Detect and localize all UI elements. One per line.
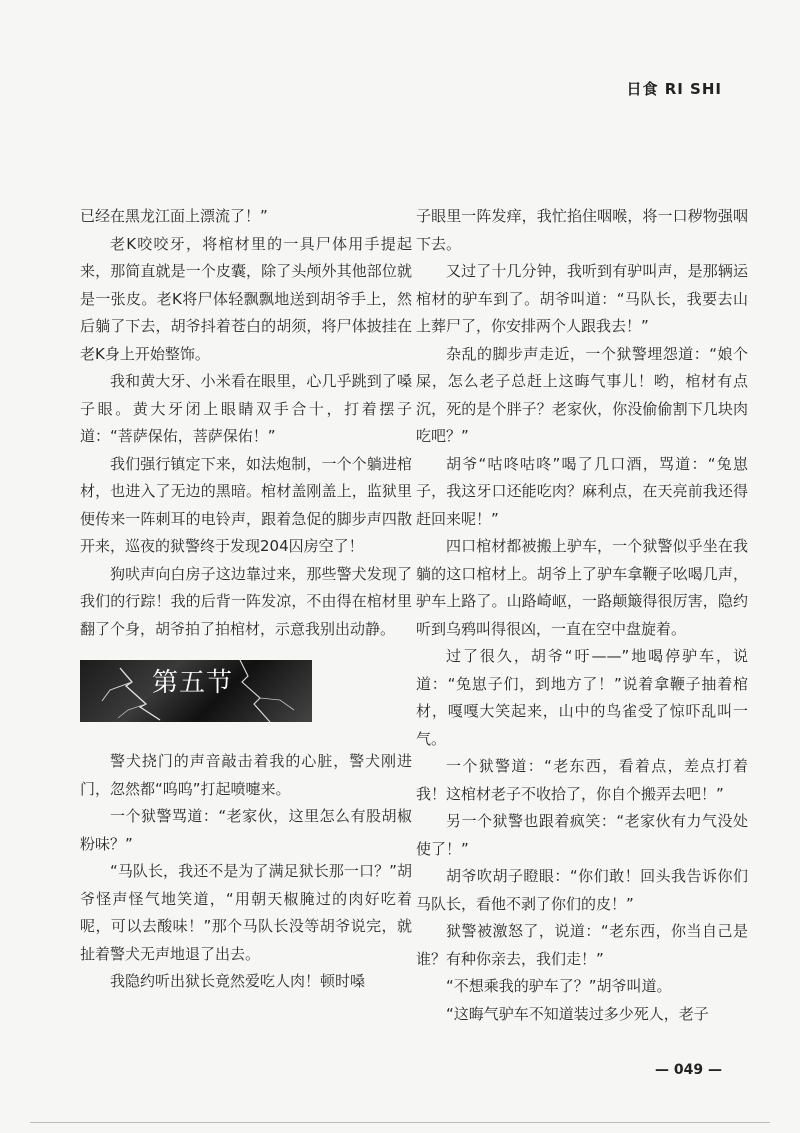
paragraph: 我隐约听出狱长竟然爱吃人肉！顿时嗓 bbox=[110, 972, 366, 990]
paragraph: 另一个狱警也跟着疯笑：“老家伙有力气没处使了！” bbox=[416, 812, 748, 858]
bottom-rule bbox=[30, 1122, 770, 1123]
paragraph: 狗吠声向白房子这边靠过来，那些警犬发现了我们的行踪！我的后背一阵发凉，不由得在棺材里翻了个身，胡爷拍了拍棺材，示意我别出动静。 bbox=[80, 564, 412, 638]
paragraph: “马队长，我还不是为了满足狱长那一口？”胡爷怪声怪气地笑道，“用朝天椒腌过的肉好吃着呢，可以去酸味！”那个马队长没等胡爷说完，就扯着警犬无声地退了出去。 bbox=[80, 862, 412, 963]
paragraph: 一个狱警道：“老东西，看着点，差点打着我！这棺材老子不收拾了，你自个搬弄去吧！” bbox=[416, 757, 748, 803]
paragraph: 一个狱警骂道：“老家伙，这里怎么有股胡椒粉味？” bbox=[80, 807, 412, 853]
paragraph: 胡爷吹胡子瞪眼：“你们敢！回头我告诉你们马队长，看他不剥了你们的皮！” bbox=[416, 867, 748, 913]
paragraph: 我们强行镇定下来，如法炮制，一个个躺进棺材，也进入了无边的黑暗。棺材盖刚盖上，监狱里便传来一阵刺耳的电铃声，跟着急促的脚步声四散开来，巡夜的狱警终于发现204囚房空了！ bbox=[80, 454, 412, 555]
paragraph: 杂乱的脚步声走近，一个狱警埋怨道：“娘个屎，怎么老子总赶上这晦气事儿！哟，棺材有点沉，死的是个胖子？老家伙，你没偷偷割下几块肉吃吧？” bbox=[416, 344, 748, 445]
paragraph: 四口棺材都被搬上驴车，一个狱警似乎坐在我躺的这口棺材上。胡爷上了驴车拿鞭子吆喝几声，驴车上路了。山路崎岖，一路颠簸得很厉害，隐约听到乌鸦叫得很凶，一直在空中盘旋着。 bbox=[416, 537, 748, 638]
paragraph: 警犬挠门的声音敲击着我的心脏，警犬刚进门，忽然都“呜呜”打起喷嚏来。 bbox=[80, 752, 412, 798]
right-column bbox=[416, 203, 748, 1028]
paragraph: 过了很久，胡爷“吁——”地喝停驴车，说道：“兔崽子们，到地方了！”说着拿鞭子抽着棺材，嘎嘎大笑起来，山中的鸟雀受了惊吓乱叫一气。 bbox=[416, 647, 748, 748]
paragraph: “不想乘我的驴车了？”胡爷叫道。 bbox=[446, 977, 672, 995]
paragraph: 我和黄大牙、小米看在眼里，心几乎跳到了嗓子眼。黄大牙闭上眼睛双手合十，打着摆子道：“菩萨保佑，菩萨保佑！” bbox=[80, 372, 412, 445]
magazine-header: 日食 RI SHI bbox=[626, 80, 722, 98]
paragraph: 已经在黑龙江面上漂流了！” bbox=[80, 207, 268, 225]
paragraph: 狱警被激怒了，说道：“老东西，你当自己是谁？有种你亲去，我们走！” bbox=[416, 922, 748, 968]
page-number: — 049 — bbox=[655, 1062, 722, 1078]
paragraph: 又过了十几分钟，我听到有驴叫声，是那辆运棺材的驴车到了。胡爷叫道：“马队长，我要去山上葬尸了，你安排两个人跟我去！” bbox=[416, 262, 748, 335]
paragraph: 子眼里一阵发痒，我忙掐住咽喉，将一口秽物强咽下去。 bbox=[416, 207, 748, 253]
paragraph: 胡爷“咕咚咕咚”喝了几口酒，骂道：“兔崽子，我这牙口还能吃肉？麻利点，在天亮前我还得赶回来呢！” bbox=[416, 454, 748, 528]
section-title: 第五节 bbox=[152, 668, 234, 698]
paragraph: 老K咬咬牙，将棺材里的一具尸体用手提起来，那简直就是一个皮囊，除了头颅外其他部位就是一张皮。老K将尸体轻飘飘地送到胡爷手上，然后躺了下去，胡爷抖着苍白的胡须，将尸体披挂在老K身上开始整饰。 bbox=[80, 234, 412, 363]
section-banner bbox=[80, 660, 312, 722]
left-column bbox=[80, 203, 412, 996]
paragraph: “这晦气驴车不知道装过多少死人，老子 bbox=[446, 1004, 709, 1023]
